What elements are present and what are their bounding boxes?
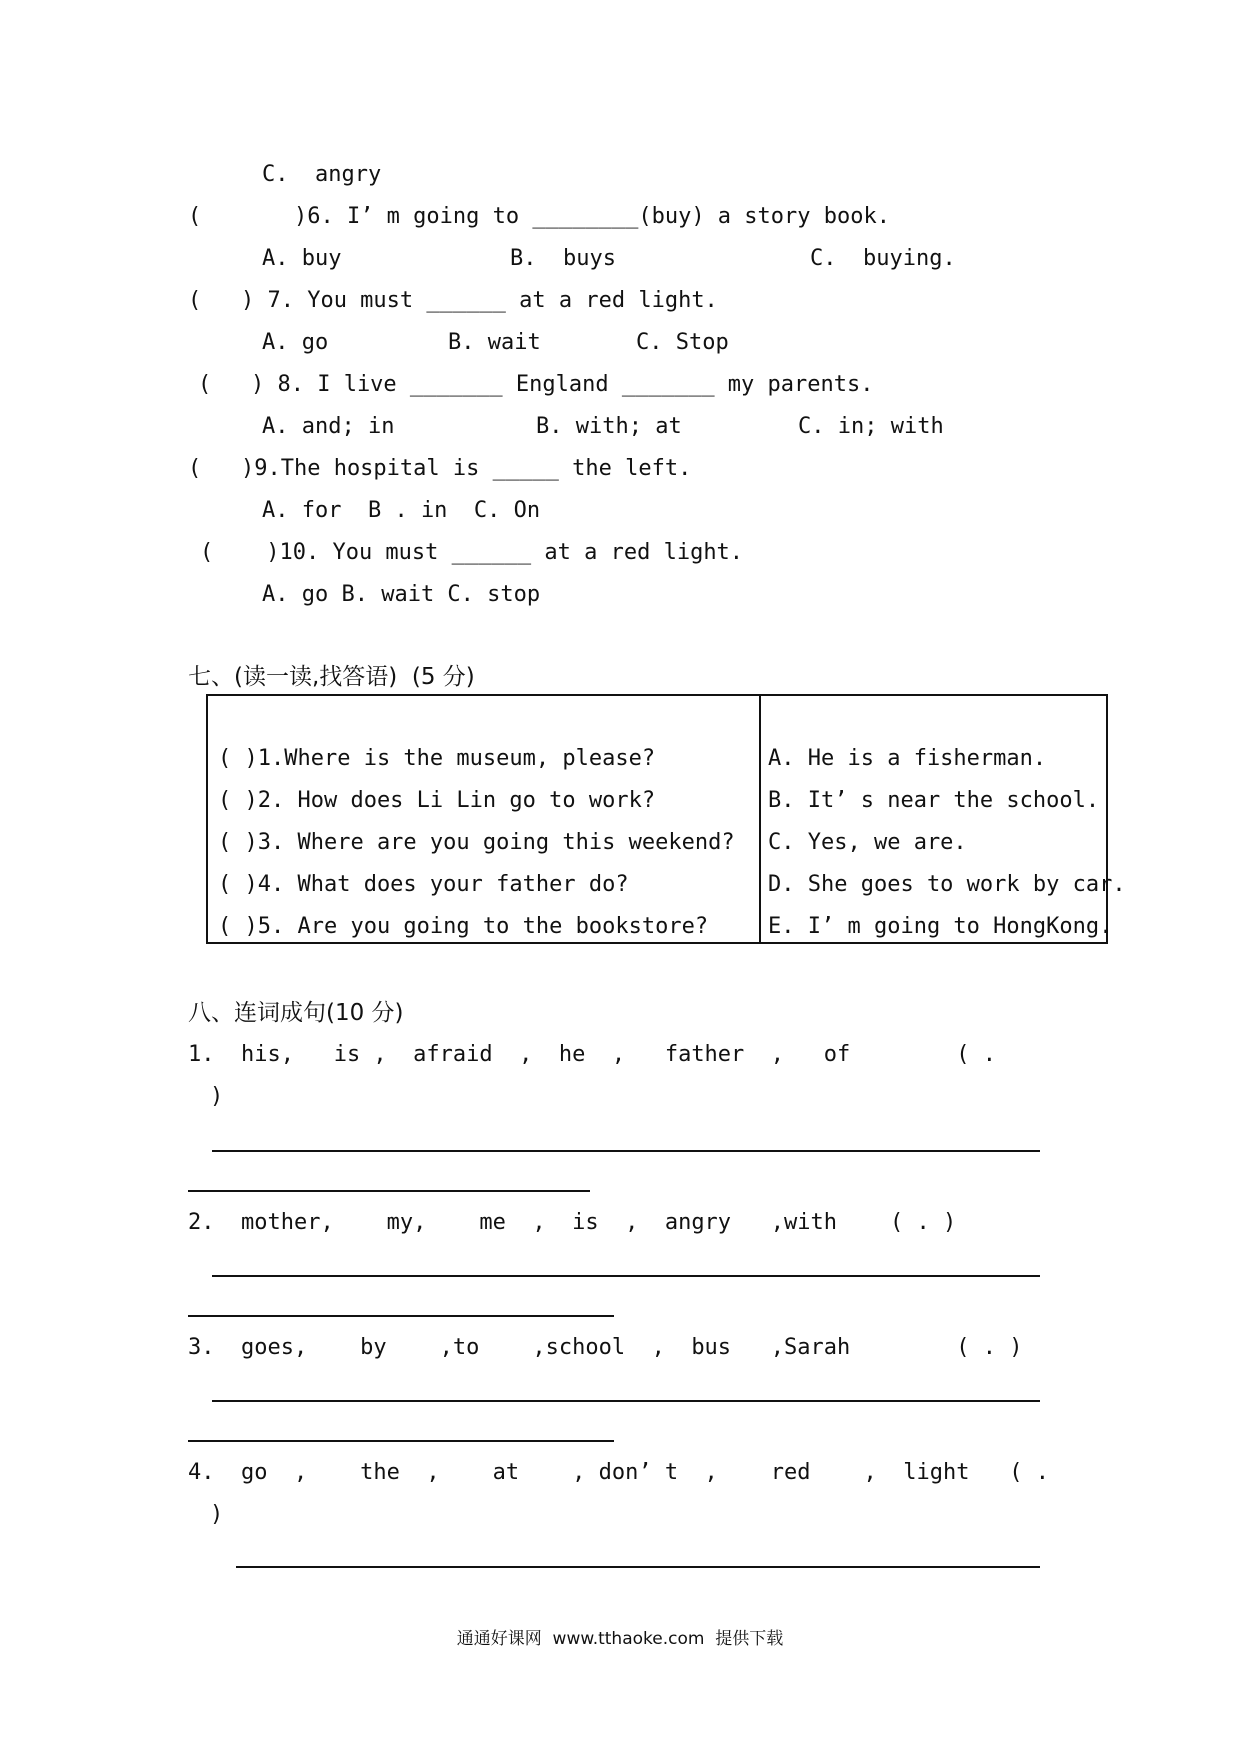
- question-10: ( )10. You must ______ at a red light.: [200, 540, 744, 565]
- answer-line: [188, 1440, 614, 1442]
- footer-text: 通通好课网 www.tthaoke.com 提供下载: [456, 1629, 784, 1649]
- match-question: ( )3. Where are you going this weekend?: [218, 830, 735, 855]
- question-6: ( )6. I’ m going to ________(buy) a story book.: [188, 204, 890, 229]
- match-answer: D. She goes to work by car.: [768, 872, 1126, 897]
- q5-option-c: C. angry: [262, 162, 382, 187]
- match-answer: E. I’ m going to HongKong.: [768, 914, 1113, 939]
- q7-option-a: A. go: [262, 330, 329, 355]
- sentence-2-words: 2. mother, my, me , is , angry ,with ( . ): [188, 1210, 957, 1235]
- answer-line: [212, 1275, 1040, 1277]
- match-answer: C. Yes, we are.: [768, 830, 967, 855]
- section-7-heading: 七、(读一读,找答语) (5 分): [188, 664, 475, 690]
- question-7: ( ) 7. You must ______ at a red light.: [188, 288, 718, 313]
- answer-line: [188, 1190, 590, 1192]
- answer-line: [188, 1315, 614, 1317]
- match-question: ( )4. What does your father do?: [218, 872, 629, 897]
- sentence-4-words: 4. go , the , at , don’ t , red , light ( .: [188, 1460, 1049, 1485]
- answer-line: [212, 1150, 1040, 1152]
- match-question: ( )1.Where is the museum, please?: [218, 746, 656, 771]
- match-answer: A. He is a fisherman.: [768, 746, 1047, 771]
- q8-option-c: C. in; with: [798, 414, 944, 439]
- q10-options: A. go B. wait C. stop: [262, 582, 541, 607]
- sentence-1-close: ): [210, 1084, 224, 1109]
- table-divider: [759, 696, 761, 942]
- q8-option-a: A. and; in: [262, 414, 395, 439]
- question-8: ( ) 8. I live _______ England _______ my parents.: [198, 372, 874, 397]
- q9-options: A. for B . in C. On: [262, 498, 541, 523]
- q7-option-c: C. Stop: [636, 330, 729, 355]
- q8-option-b: B. with; at: [536, 414, 682, 439]
- answer-line: [212, 1400, 1040, 1402]
- match-question: ( )5. Are you going to the bookstore?: [218, 914, 709, 939]
- question-9: ( )9.The hospital is _____ the left.: [188, 456, 692, 481]
- answer-line: [236, 1566, 1040, 1568]
- q6-option-c: C. buying.: [810, 246, 956, 271]
- sentence-4-close: ): [210, 1502, 224, 1527]
- match-answer: B. It’ s near the school.: [768, 788, 1100, 813]
- q6-option-a: A. buy: [262, 246, 342, 271]
- q6-option-b: B. buys: [510, 246, 616, 271]
- sentence-1-words: 1. his, is , afraid , he , father , of ( .: [188, 1042, 996, 1067]
- q7-option-b: B. wait: [448, 330, 541, 355]
- matching-table: [206, 694, 1108, 944]
- match-question: ( )2. How does Li Lin go to work?: [218, 788, 656, 813]
- sentence-3-words: 3. goes, by ,to ,school , bus ,Sarah ( . ): [188, 1335, 1023, 1360]
- section-8-heading: 八、连词成句(10 分): [188, 1000, 404, 1026]
